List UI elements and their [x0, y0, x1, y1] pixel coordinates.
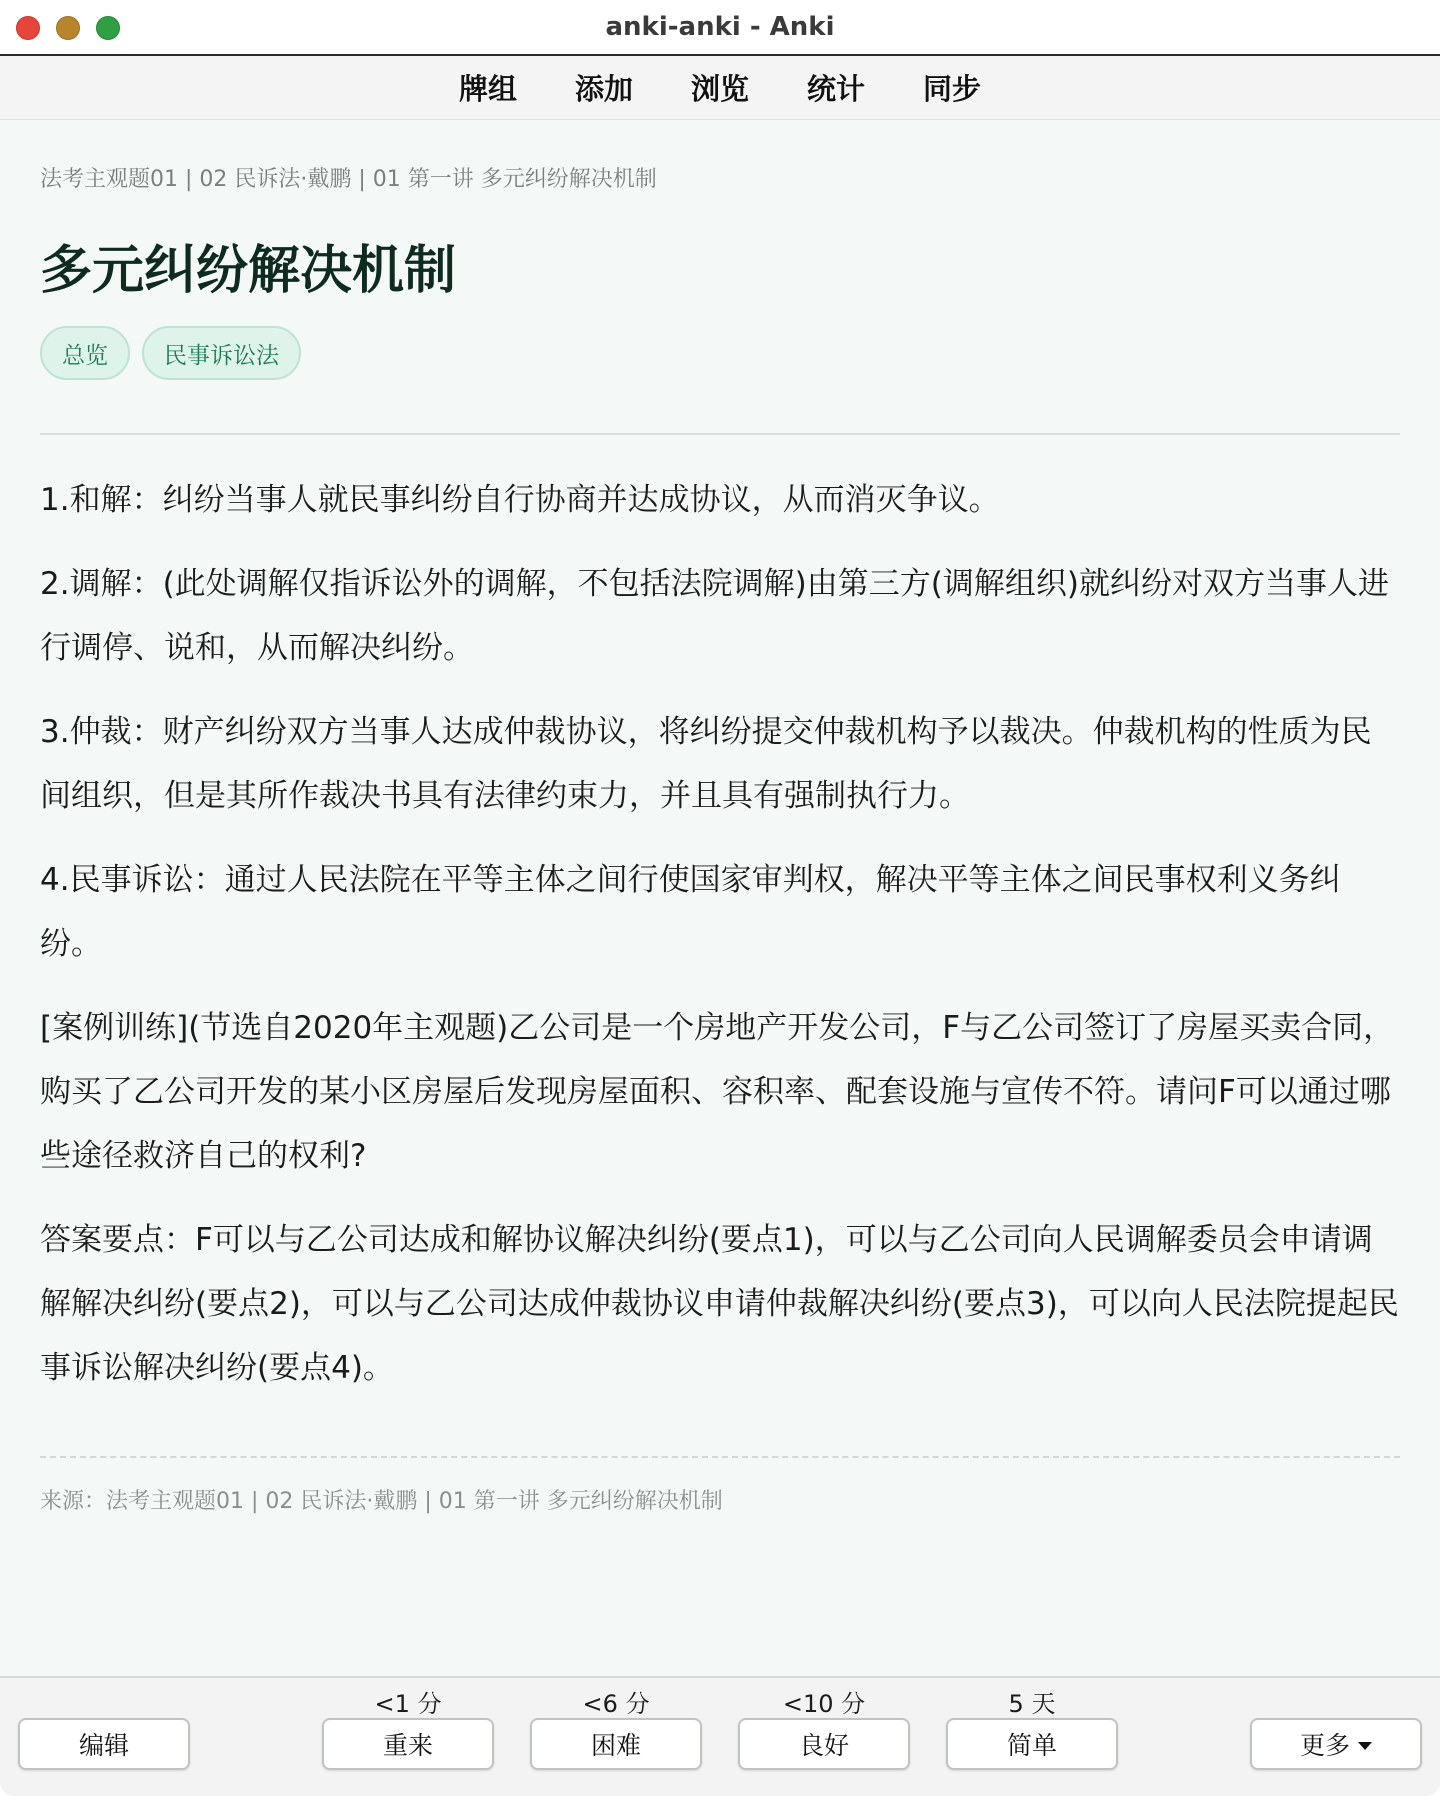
toolbar-browse[interactable]: 浏览 — [690, 72, 749, 106]
breadcrumb: 法考主观题01 | 02 民诉法·戴鹏 | 01 第一讲 多元纠纷解决机制 — [40, 167, 657, 192]
paragraph: 3.仲裁：财产纠纷双方当事人达成仲裁协议，将纠纷提交仲裁机构予以裁决。仲裁机构的性质为民间组织，但是其所作裁决书具有法律约束力，并且具有强制执行力。 — [40, 714, 1372, 814]
main-toolbar — [0, 56, 1440, 120]
toolbar-decks[interactable]: 牌组 — [458, 72, 517, 106]
window-title: anki-anki - Anki — [605, 12, 835, 42]
paragraph: 答案要点：F可以与乙公司达成和解协议解决纠纷(要点1)，可以与乙公司向人民调解委员会申请调解解决纠纷(要点2)，可以与乙公司达成仲裁协议申请仲裁解决纠纷(要点3)，可以向人民法院提起民事诉讼解决纠纷(要点4)。 — [40, 1222, 1399, 1386]
tag-overview: 总览 — [40, 326, 130, 380]
paragraph: 2.调解：(此处调解仅指诉讼外的调解，不包括法院调解)由第三方(调解组织)就纠纷对双方当事人进行调停、说和，从而解决纠纷。 — [40, 566, 1389, 666]
paragraph: 4.民事诉讼：通过人民法院在平等主体之间行使国家审判权，解决平等主体之间民事权利义务纠纷。 — [40, 862, 1341, 962]
source-line: 来源：法考主观题01 | 02 民诉法·戴鹏 | 01 第一讲 多元纠纷解决机制 — [40, 1489, 723, 1514]
caret-down-icon — [1358, 1742, 1372, 1750]
divider — [40, 433, 1400, 435]
again-button[interactable]: 重来 — [322, 1718, 494, 1770]
tag-civil-procedure: 民事诉讼法 — [142, 326, 301, 380]
good-button[interactable]: 良好 — [738, 1718, 910, 1770]
card-body — [40, 468, 1400, 1420]
paragraph: [案例训练](节选自2020年主观题)乙公司是一个房地产开发公司，F与乙公司签订了房屋买卖合同，购买了乙公司开发的某小区房屋后发现房屋面积、容积率、配套设施与宣传不符。请问F可以通过哪些途径救济自己的权利? — [40, 1010, 1395, 1174]
edit-button[interactable]: 编辑 — [18, 1718, 190, 1770]
toolbar-stats[interactable]: 统计 — [807, 72, 866, 106]
hard-button[interactable]: 困难 — [530, 1718, 702, 1770]
paragraph: 1.和解：纠纷当事人就民事纠纷自行协商并达成协议，从而消灭争议。 — [40, 482, 1000, 518]
toolbar-add[interactable]: 添加 — [574, 72, 633, 106]
again-interval: <1 分 — [374, 1690, 442, 1718]
title-bar — [0, 0, 1440, 56]
tag-list — [40, 326, 301, 380]
more-button[interactable] — [1250, 1718, 1422, 1770]
card-title: 多元纠纷解决机制 — [40, 241, 457, 301]
toolbar-sync[interactable]: 同步 — [923, 72, 982, 106]
more-button-label: 更多 — [1299, 1731, 1350, 1760]
hard-interval: <6 分 — [582, 1690, 650, 1718]
dashed-divider — [40, 1456, 1400, 1458]
easy-interval: 5 天 — [1008, 1690, 1056, 1718]
easy-button[interactable]: 简单 — [946, 1718, 1118, 1770]
answer-bar — [0, 1676, 1440, 1796]
good-interval: <10 分 — [782, 1690, 866, 1718]
